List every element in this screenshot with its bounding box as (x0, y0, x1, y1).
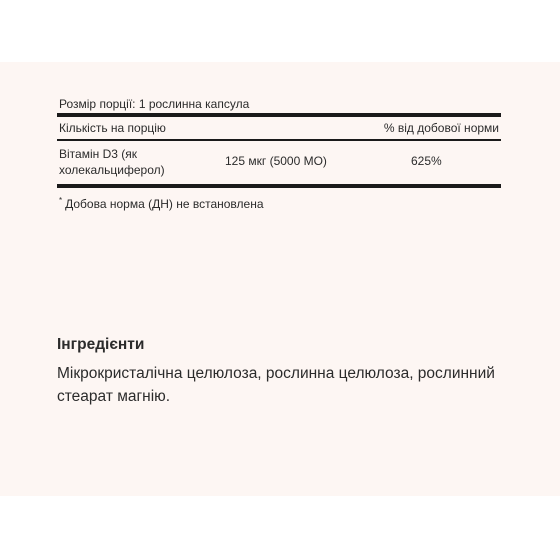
ingredients-title: Інгредієнти (57, 336, 145, 353)
serving-size: Розмір порції: 1 рослинна капсула (59, 97, 250, 111)
ingredients-section (57, 336, 517, 408)
ingredients-text: Мікрокристалічна целюлоза, рослинна целюлоза, рослинний стеарат магнію. (57, 365, 495, 405)
daily-value-header: % від добової норми (383, 121, 499, 135)
footnote (57, 188, 501, 211)
footnote-text: Добова норма (ДН) не встановлена (65, 197, 264, 211)
supplement-facts-table (57, 96, 501, 211)
amount-per-serving-header: Кількість на порцію (59, 121, 166, 135)
footnote-mark: * (59, 196, 63, 205)
nutrient-amount: 125 мкг (5000 МО) (225, 154, 327, 168)
nutrient-daily-value: 625% (411, 154, 442, 168)
table-row (57, 141, 501, 184)
nutrient-name: Вітамін D3 (як холекальциферол) (59, 147, 165, 177)
table-header-row (57, 117, 501, 139)
